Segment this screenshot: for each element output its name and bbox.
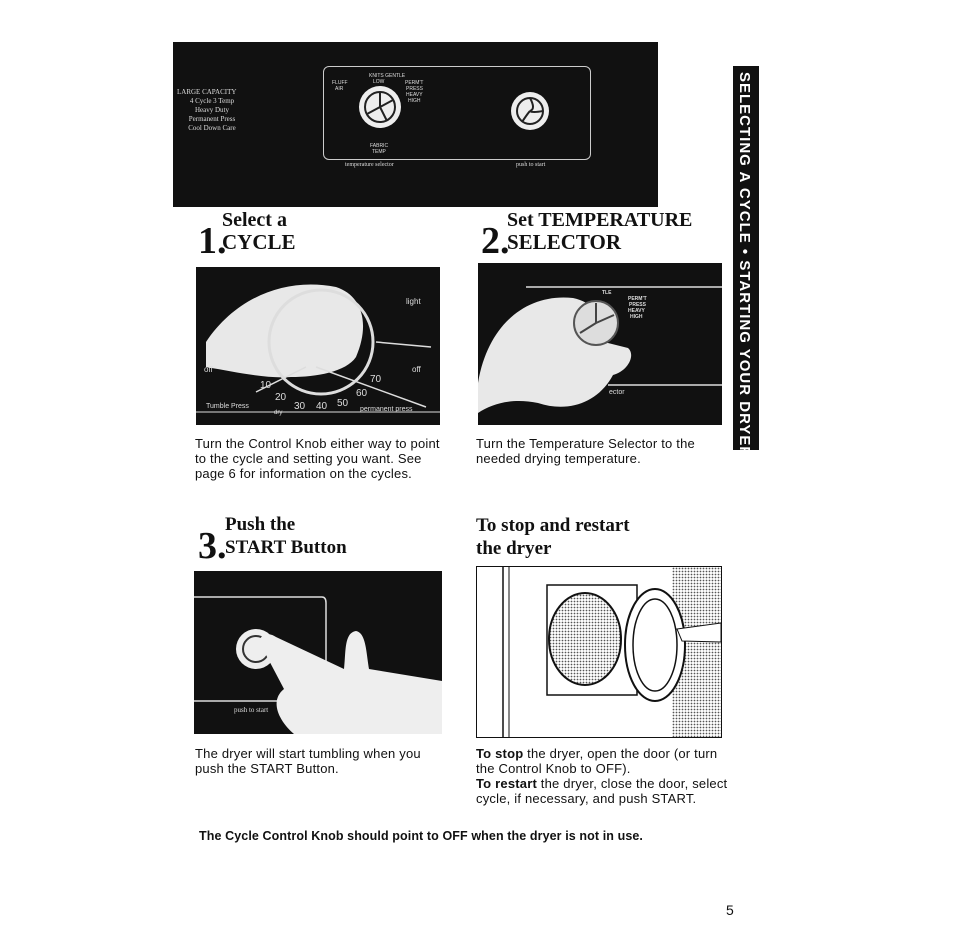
stop-restart-heading-line1: To stop and restart <box>476 515 630 536</box>
label-tumble-press: Tumble Press <box>206 403 249 410</box>
hand-illustration <box>206 284 363 377</box>
knob-label-air: AIR <box>335 86 344 92</box>
section-side-tab <box>733 66 759 459</box>
to-restart-label: To restart <box>476 776 537 791</box>
step3-heading-line2: START Button <box>225 537 347 558</box>
knob-label-fabric: FABRIC <box>370 143 389 149</box>
start-button-icon <box>510 91 550 131</box>
label-press: PRESS <box>629 302 646 308</box>
knob-label-temp: TEMP <box>372 149 386 155</box>
temperature-knob-icon <box>357 84 403 130</box>
temperature-selector-image <box>478 263 722 425</box>
cycle-list-line: Cool Down Care <box>188 124 236 132</box>
label-50: 50 <box>337 398 349 409</box>
label-60: 60 <box>356 388 368 399</box>
knob-label-fluff: FLUFF <box>332 80 348 86</box>
cycle-knob-image <box>196 267 440 425</box>
dryer-door <box>625 589 685 701</box>
cycle-list-line: Heavy Duty <box>194 106 230 114</box>
label-20: 20 <box>275 392 287 403</box>
knob-label-permt: PERM'T <box>405 80 424 86</box>
label-permanent-press: permanent press <box>360 406 413 413</box>
start-button-image <box>194 571 442 734</box>
step2-heading-line2: SELECTOR <box>507 230 621 254</box>
knob-label-press: PRESS <box>406 86 423 92</box>
page-number: 5 <box>726 902 734 918</box>
label-high: HIGH <box>630 314 643 320</box>
knob-label-heavy: HEAVY <box>406 92 423 98</box>
label-light: light <box>406 297 421 306</box>
cycle-list <box>177 88 247 133</box>
push-to-start-caption: push to start <box>516 162 546 168</box>
step1-number: 1. <box>198 220 227 262</box>
step2-description: Turn the Temperature Selector to the needed drying temperature. <box>476 436 695 466</box>
to-restart-text: the dryer, close the door, select cycle, if necessary, and push START. <box>476 776 728 806</box>
side-tab-label: SELECTING A CYCLE • STARTING YOUR DRYER <box>736 72 753 459</box>
image-push-to-start-label: push to start <box>234 706 269 714</box>
dryer-door-image <box>476 566 722 738</box>
step1-description: Turn the Control Knob either way to point to the cycle and setting you want. See page 6 for information on the cycles. <box>195 436 440 481</box>
stop-restart-heading-line2: the dryer <box>476 538 552 559</box>
label-30: 30 <box>294 401 306 412</box>
label-10: 10 <box>260 380 272 391</box>
label-heavy: HEAVY <box>628 308 645 314</box>
step1-heading-line2: CYCLE <box>222 230 296 254</box>
cycle-list-line: 4 Cycle 3 Temp <box>189 97 235 105</box>
to-stop-text: the dryer, open the door (or turn the Control Knob to OFF). <box>476 746 718 776</box>
label-dry: dry <box>274 410 283 416</box>
knob-label-high: HIGH <box>408 98 421 104</box>
stop-restart-description <box>476 746 728 806</box>
step3-number: 3. <box>198 525 227 567</box>
hand-illustration <box>260 631 442 734</box>
label-40: 40 <box>316 401 328 412</box>
step2-number: 2. <box>481 220 510 262</box>
knob-label-top: KNITS GENTLE <box>369 73 406 79</box>
knob-label-low: LOW <box>373 79 385 85</box>
label-off-left: off <box>204 365 213 374</box>
label-tle: TLE <box>602 290 612 296</box>
to-stop-label: To stop <box>476 746 524 761</box>
step3-description: The dryer will start tumbling when you push the START Button. <box>195 746 421 776</box>
label-ector: ector <box>609 389 625 396</box>
step1-heading-line1: Select a <box>222 209 287 231</box>
label-permt: PERM'T <box>628 296 647 302</box>
control-panel-image <box>173 42 658 207</box>
step2-heading-line1: Set TEMPERATURE <box>507 209 693 231</box>
temperature-selector-caption: temperature selector <box>345 162 394 168</box>
cycle-list-line: Permanent Press <box>188 115 236 123</box>
label-70: 70 <box>370 374 382 385</box>
step3-heading-line1: Push the <box>225 514 296 535</box>
cycle-list-line: LARGE CAPACITY <box>177 88 237 96</box>
label-off-right: off <box>412 365 421 374</box>
bottom-note: The Cycle Control Knob should point to OFF when the dryer is not in use. <box>199 829 644 843</box>
